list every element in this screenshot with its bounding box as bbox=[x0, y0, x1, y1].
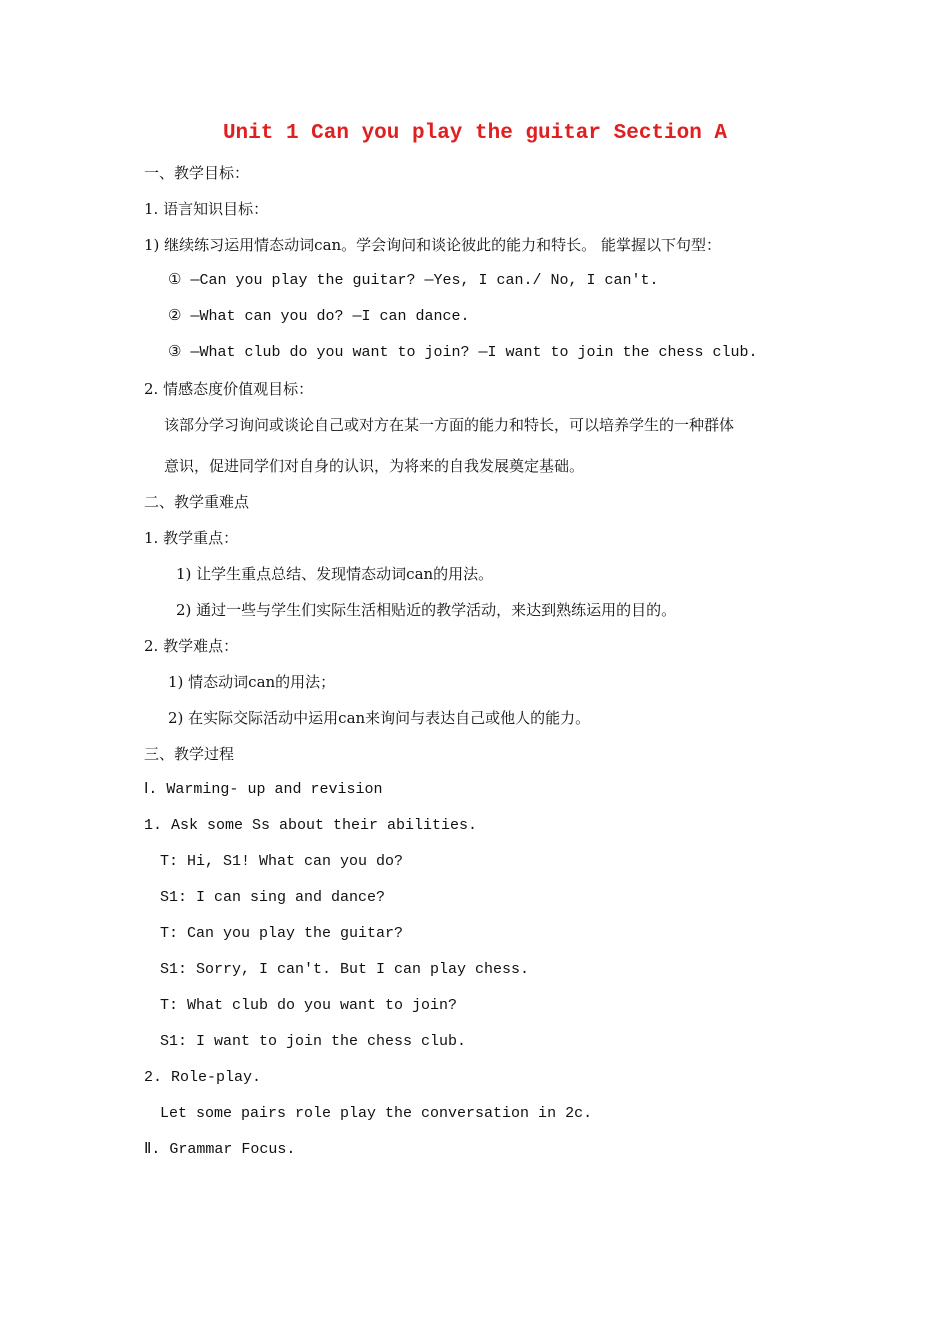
text-line: 意识，促进同学们对自身的认识，为将来的自我发展奠定基础。 bbox=[164, 457, 585, 475]
text-line: 2) 在实际交际活动中运用can来询问与表达自己或他人的能力。 bbox=[168, 709, 591, 727]
subheading-teaching-difficulty: 2. 教学难点： bbox=[144, 637, 239, 655]
text-line: 该部分学习询问或谈论自己或对方在某一方面的能力和特长，可以培养学生的一种群体 bbox=[164, 416, 735, 434]
step-heading-grammar-focus: Ⅱ. Grammar Focus. bbox=[144, 1141, 296, 1158]
dialogue-line: T: What club do you want to join? bbox=[160, 997, 458, 1014]
subheading-emotional-goals: 2. 情感态度价值观目标： bbox=[144, 380, 314, 398]
section-heading-key-points: 二、教学重难点 bbox=[144, 493, 250, 511]
sentence-pattern-2: ② —What can you do? —I can dance. bbox=[168, 308, 470, 325]
dialogue-line: T: Can you play the guitar? bbox=[160, 925, 404, 942]
text-line: 2. Role-play. bbox=[144, 1069, 262, 1086]
subheading-language-knowledge: 1. 语言知识目标： bbox=[144, 200, 269, 218]
sentence-pattern-3: ③ —What club do you want to join? —I want to join the chess club. bbox=[168, 344, 758, 361]
text-line: 2) 通过一些与学生们实际生活相贴近的教学活动，来达到熟练运用的目的。 bbox=[176, 601, 677, 619]
sentence-pattern-1: ① —Can you play the guitar? —Yes, I can./ No, I can't. bbox=[168, 272, 659, 289]
dialogue-line: T: Hi, S1! What can you do? bbox=[160, 853, 404, 870]
subheading-teaching-focus: 1. 教学重点： bbox=[144, 529, 239, 547]
dialogue-line: S1: I can sing and dance? bbox=[160, 889, 386, 906]
text-line: Let some pairs role play the conversation in 2c. bbox=[160, 1105, 593, 1122]
document-title: Unit 1 Can you play the guitar Section A bbox=[222, 122, 728, 145]
text-line: 1) 让学生重点总结、发现情态动词can的用法。 bbox=[176, 565, 494, 583]
dialogue-line: S1: Sorry, I can't. But I can play chess. bbox=[160, 961, 530, 978]
text-line: 1) 情态动词can的用法； bbox=[168, 673, 336, 691]
text-line: 1) 继续练习运用情态动词can。学会询问和谈论彼此的能力和特长。 能掌握以下句型： bbox=[144, 236, 721, 254]
text-line: 1. Ask some Ss about their abilities. bbox=[144, 817, 478, 834]
step-heading-warming-up: Ⅰ. Warming- up and revision bbox=[144, 781, 383, 798]
section-heading-objectives: 一、教学目标： bbox=[144, 164, 250, 182]
dialogue-line: S1: I want to join the chess club. bbox=[160, 1033, 467, 1050]
section-heading-process: 三、教学过程 bbox=[144, 745, 235, 763]
